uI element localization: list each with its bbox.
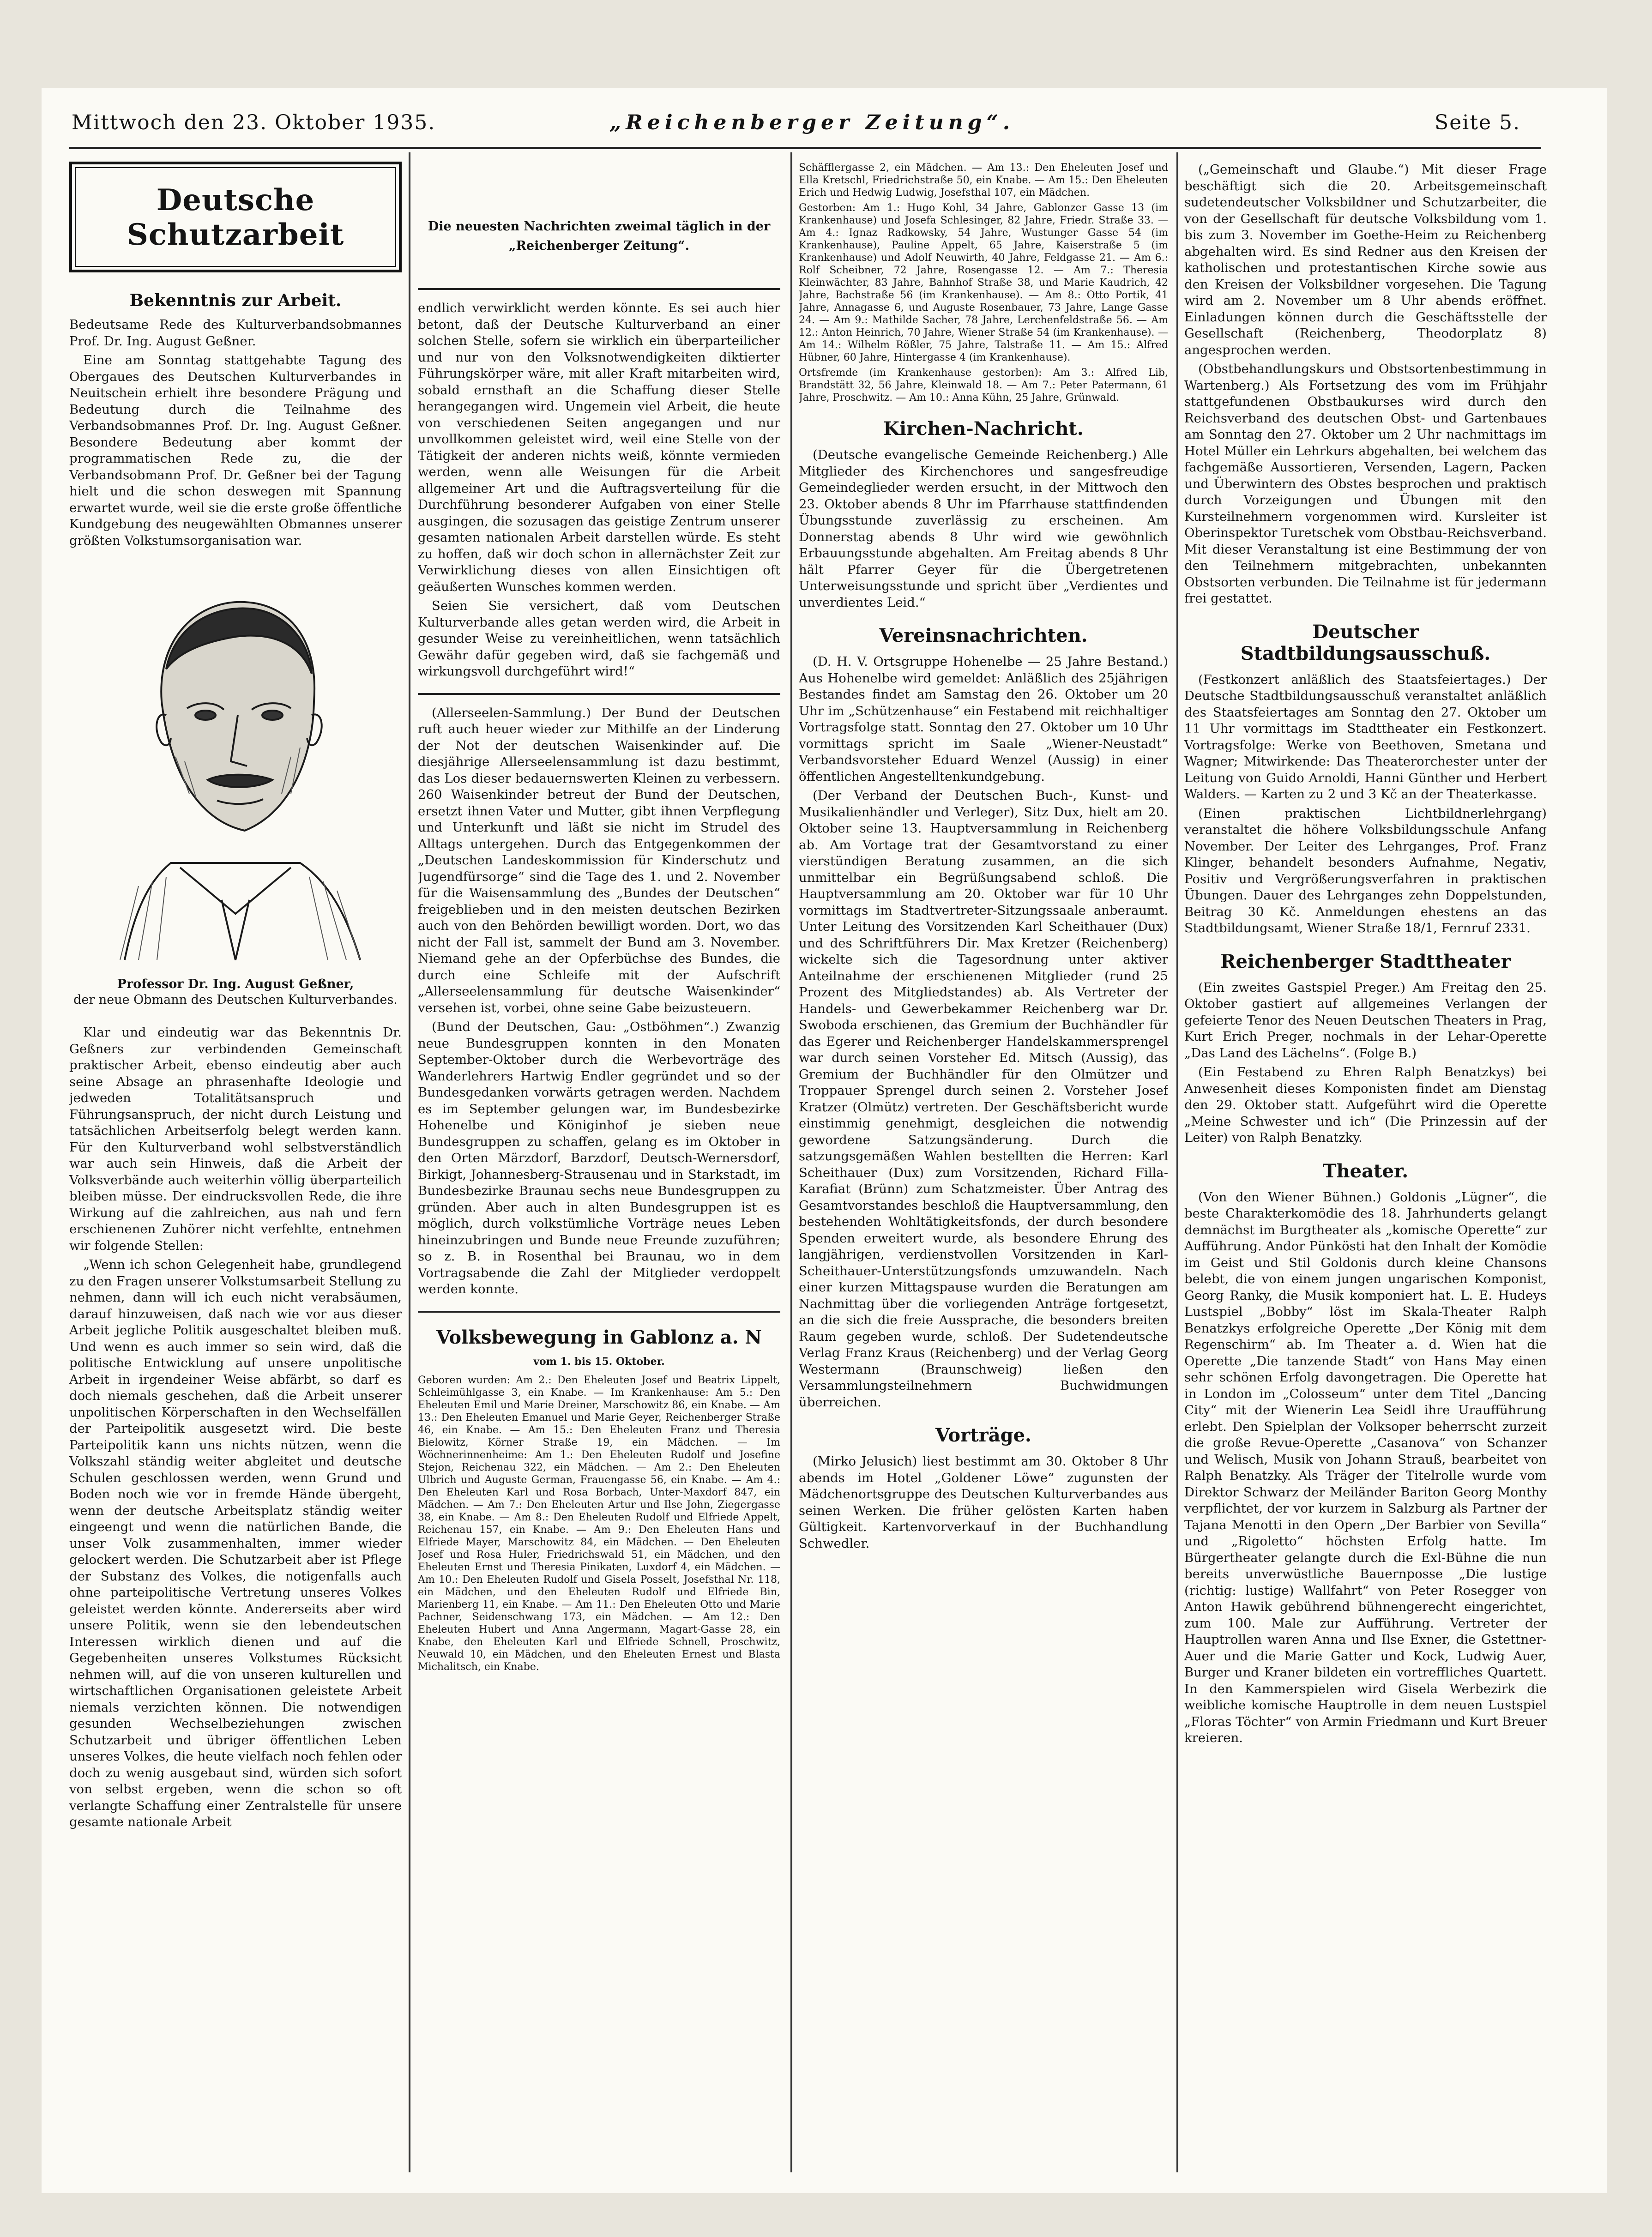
article-paragraph: (Der Verband der Deutschen Buch-, Kunst- und Musikalienhändler und Verleger), Sitz Dux, hielt am 20. Oktober seine 13. Hauptversammlung in Reichenberg ab. Am Vortage trat der Gesamtvorstand zu einer vierstündigen Beratung zusammen, an die sich unmittelbar ein Begrüßungsabend schloß. Die Hauptversammlung am 20. Oktober war für 10 Uhr vormittags im Stadtvertreter-Sitzungssaale anberaumt. Unter Leitung des Vorsitzenden Karl Scheithauer (Dux) und des Schriftführers Dir. Max Kretzer (Reichenberg) wickelte sich die Tagesordnung unter aktiver Anteilnahme der erschienenen Mitglieder (rund 25 Prozent des Mitgliedstandes) ab. Als Vertreter der Handels- und Gewerbekammer Reichenberg war Dr. Swoboda erschienen, das Gremium der Buchhändler für das Egerer und Reichenberger Handelskammersprengel war durch seinen Vorsteher Ed. Mitsch (Aussig), das Gremium der Buchhändler für den Olmützer und Troppauer Sprengel durch seinen 2. Vorsteher Josef Kratzer (Olmütz) vertreten. Der Geschäftsbericht wurde einstimmig genehmigt, desgleichen die notwendig gewordene Satzungsänderung. Durch die satzungsgemäßen Wahlen bestellten die Herren: Karl Scheithauer (Dux) zum Vorsitzenden, Richard Filla-Karafiat (Brünn) zum Schatzmeister. Über Antrag des Gesamtvorstandes beschloß die Hauptversammlung, den bestehenden Wohltätigkeitsfonds, der durch besondere Spenden erweitert wurde, als besondere Ehrung des langjährigen, verdienstvollen Vorsitzenden in Karl-Scheithauer-Unterstützungsfonds umzuwandeln. Nach einer kurzen Mittagspause wurden die Beratungen am Nachmittag über die vorliegenden Anträge fortgesetzt, an die sich die freie Aussprache, die besonders breiten Raum gegeben wurde, schloß. Der Sudetendeutsche Verlag Franz Kraus (Reichenberg) und der Verlag Georg Westermann (Braunschweig) ließen den Versammlungsteilnehmern Buchwidmungen überreichen.: [799, 788, 1168, 1410]
section-heading: Reichenberger Stadttheater: [1220, 950, 1511, 972]
section-heading: Theater.: [1322, 1160, 1409, 1182]
article-intro: Bedeutsame Rede des Kulturverbandsobmannes Prof. Dr. Ing. August Geßner.: [69, 317, 402, 349]
article-paragraph: (Mirko Jelusich) liest bestimmt am 30. Oktober 8 Uhr abends im Hotel „Goldener Löwe“ zugunsten der Mädchenortsgruppe des Deutschen Kulturverbandes aus seinen Werken. Die früher gelösten Karten haben Gültigkeit. Kartenvorverkauf in der Buchhandlung Schwedler.: [799, 1454, 1168, 1551]
column-1: [69, 162, 402, 1833]
registry-paragraph: Geboren wurden: Am 2.: Den Eheleuten Josef und Beatrix Lippelt, Schleimühlgasse 3, ein Knabe. — Im Krankenhause: Am 5.: Den Eheleuten Emil und Marie Dreiner, Marschowitz 86, ein Knabe. — Am 13.: Den Eheleuten Emanuel und Marie Geyer, Reichenberger Straße 46, ein Knabe. — Am 15.: Den Eheleuten Franz und Theresia Bielowitz, Körner Straße 19, ein Mädchen. — Im Wöchnerinnenheime: Am 1.: Den Eheleuten Rudolf und Josefine Stejon, Reichenau 322, ein Mädchen. — Am 2.: Den Eheleuten Ulbrich und Auguste German, Frauengasse 56, ein Knabe. — Am 4.: Den Eheleuten Karl und Rosa Borbach, Unter-Maxdorf 847, ein Mädchen. — Am 7.: Den Eheleuten Artur und Ilse John, Ziegergasse 38, ein Knabe. — Am 8.: Den Eheleuten Rudolf und Elfriede Appelt, Reichenau 157, ein Knabe. — Am 9.: Den Eheleuten Hans und Elfriede Mayer, Marschowitz 84, ein Mädchen. — Den Eheleuten Josef und Rosa Huler, Friedrichswald 51, ein Mädchen, und den Eheleuten Ernst und Theresia Pinikaten, Luxdorf 4, ein Mädchen. — Am 10.: Den Eheleuten Rudolf und Gisela Posselt, Josefsthal Nr. 118, ein Mädchen, und den Eheleuten Rudolf und Elfriede Bin, Marienberg 11, ein Knabe. — Am 11.: Den Eheleuten Otto und Marie Pachner, Seidenschwang 173, ein Mädchen. — Am 12.: Den Eheleuten Hubert und Anna Angermann, Magart-Gasse 28, ein Knabe, den Eheleuten Karl und Elfriede Schnell, Proschwitz, Neuwald 10, ein Mädchen, und den Eheleuten Ernest und Blasta Michalitsch, ein Knabe.: [418, 1374, 780, 1673]
registry-paragraph: Ortsfremde (im Krankenhause gestorben): Am 3.: Alfred Lib, Brandstätt 32, 56 Jahre, Kleinwald 18. — Am 7.: Peter Patermann, 61 Jahre, Proschwitz. — Am 10.: Anna Kühn, 25 Jahre, Grünwald.: [799, 367, 1168, 404]
article-paragraph: (Obstbehandlungskurs und Obstsortenbestimmung in Wartenberg.) Als Fortsetzung des vom im Frühjahr stattgefundenen Obstbaukurses wird durch den Reichsverband des deutschen Obst- und Gartenbaues am Sonntag den 27. Oktober um 2 Uhr nachmittags im Hotel Müller ein Lehrkurs abgehalten, bei welchem das fachgemäße Aussortieren, Versenden, Lagern, Packen und Überwintern des Obstes besprochen und praktisch durch Vorzeigungen und Übungen mit den Kursteilnehmern vorgenommen wird. Kursleiter ist Oberinspektor Turetschek vom Obstbau-Reichsverband. Mit dieser Veranstaltung ist eine Bestimmung der von den Teilnehmern mitgebrachten, unbekannten Obstsorten verbunden. Die Teilnahme ist für jedermann frei gestattet.: [1184, 362, 1547, 606]
column-divider: [790, 152, 792, 2172]
column-divider: [1176, 152, 1178, 2172]
article-paragraph: (D. H. V. Ortsgruppe Hohenelbe — 25 Jahre Bestand.) Aus Hohenelbe wird gemeldet: Anläßlich des 25jährigen Bestandes findet am Samstag den 26. Oktober um 20 Uhr im „Schützenhause“ ein Festabend mit reichhaltiger Vortragsfolge statt. Sonntag den 27. Oktober um 10 Uhr vormittags spricht im Saale „Wiener-Neustadt“ Verbandsvorsteher Eduard Wenzel (Aussig) in einer öffentlichen Angestelltenkundgebung.: [799, 654, 1168, 784]
article-subtitle: Bekenntnis zur Arbeit.: [129, 291, 342, 310]
article-paragraph: Eine am Sonntag stattgehabte Tagung des Obergaues des Deutschen Kulturverbandes in Neuitschein erhielt ihre besondere Prägung und Bedeutung durch die Teilnahme des Verbandsobmannes Prof. Dr. Ing. August Geßner. Besondere Bedeutung aber kommt der programmatischen Rede zu, die der Verbandsobmann Prof. Dr. Geßner bei der Tagung hielt und die schon deswegen mit Spannung erwartet wurde, weil sie die erste große öffentliche Kundgebung des neugewählten Obmannes unserer größten Volkstumsorganisation war.: [69, 353, 402, 548]
section-title-box: Deutsche Schutzarbeit: [69, 162, 402, 272]
section-heading: Vorträge.: [935, 1424, 1031, 1446]
section-heading: Vereinsnachrichten.: [879, 625, 1088, 646]
article-paragraph: endlich verwirklicht werden könnte. Es sei auch hier betont, daß der Deutsche Kulturverband an einer solchen Stelle, sofern sie wirklich ein überparteilicher und nur von den Volksnotwendigkeiten diktierter Führungskörper wäre, mit aller Kraft mitarbeiten wird, sobald ernsthaft an die Schaffung dieser Stelle herangegangen wird. Ungemein viel Arbeit, die heute von verschiedenen Seiten angegangen und nur unvollkommen geleistet wird, weil eine Stelle von der Tätigkeit der anderen nichts weiß, könnte vermieden werden, wenn alle Weisungen für die Arbeit allgemeiner Art und die Auftragsverteilung für die Durchführung besonderer Aufgaben von einer Stelle ausgingen, die sozusagen das geistige Zentrum unserer gesamten nationalen Arbeit darstellen würde. Es steht zu hoffen, daß wir doch schon in allernächster Zeit zur Verwirklichung dieses von allen Einsichtigen oft geäußerten Wunsches kommen werden.: [418, 301, 780, 594]
article-paragraph: (Deutsche evangelische Gemeinde Reichenberg.) Alle Mitglieder des Kirchenchores und sangesfreudige Gemeindeglieder werden ersucht, in der Mittwoch den 23. Oktober abends 8 Uhr im Pfarrhause stattfindenden Übungsstunde zuverlässig zu erscheinen. Am Donnerstag abends 8 Uhr wird wie gewöhnlich Erbauungsstunde abgehalten. Am Freitag abends 8 Uhr hält Pfarrer Geyer für die Übergetretenen Unterweisungsstunde und spricht über „Verdientes und unverdientes Leid.“: [799, 447, 1168, 610]
column-2: [418, 162, 780, 1676]
column-3: [799, 162, 1168, 1555]
portrait-illustration: [69, 563, 402, 969]
section-subheading: vom 1. bis 15. Oktober.: [533, 1355, 665, 1368]
section-heading: Deutscher Stadtbildungsausschuß.: [1240, 621, 1491, 664]
article-paragraph: (Allerseelen-Sammlung.) Der Bund der Deutschen ruft auch heuer wieder zur Mithilfe an der Linderung der Not der deutschen Waisenkinder auf. Die diesjährige Allerseelensammlung ist dazu bestimmt, das Los dieser bedauernswerten Kleinen zu verbessern. 260 Waisenkinder betreut der Bund der Deutschen, ersetzt ihnen Vater und Mutter, gibt ihnen Verpflegung und Unterkunft und läßt sie nicht im Strudel des Alltags untergehen. Durch das Entgegenkommen der „Deutschen Landeskommission für Kinderschutz und Jugendfürsorge“ sind die Tage des 1. und 2. November für die Waisensammlung des „Bundes der Deutschen“ freigeblieben und in den meisten deutschen Bezirken auch von den Behörden bewilligt worden. Dort, wo das nicht der Fall ist, sammelt der Bund am 3. November. Niemand gehe an der Opferbüchse des Bundes, die durch eine Schleife mit der Aufschrift „Allerseelensammlung für deutsche Waisenkinder“ versehen ist, vorbei, ohne seine Gabe beizusteuern.: [418, 705, 780, 1015]
article-paragraph: (Ein zweites Gastspiel Preger.) Am Freitag den 25. Oktober gastiert auf allgemeines Verlangen der gefeierte Tenor des Neuen Deutschen Theaters in Prag, Kurt Erich Preger, nochmals in der Lehar-Operette „Das Land des Lächelns“. (Folge B.): [1184, 980, 1547, 1061]
section-heading: Volksbewegung in Gablonz a. N: [436, 1326, 762, 1348]
article-paragraph: (Einen praktischen Lichtbildnerlehrgang) veranstaltet die höhere Volksbildungsschule Anfang November. Der Leiter des Lehrganges, Prof. Franz Klinger, behandelt besonders Aufnahme, Negativ, Positiv und Vergrößerungsverfahren in praktischen Übungen. Dauer des Lehrganges zehn Doppelstunden, Beitrag 30 Kč. Anmeldungen ehestens an das Stadtbildungsamt, Wiener Straße 18/1, Fernruf 2331.: [1184, 806, 1547, 935]
caption-text: der neue Obmann des Deutschen Kulturverbandes.: [73, 993, 398, 1007]
section-rule: [418, 288, 780, 290]
subscription-notice: Die neuesten Nachrichten zweimal täglich in der „Reichenberger Zeitung“.: [428, 219, 771, 253]
article-paragraph: Seien Sie versichert, daß vom Deutschen Kulturverbande alles getan werden wird, die Arbeit in gesunder Weise zu vereinheitlichen, wenn tatsächlich Gewähr dafür gegeben wird, daß sie fachgemäß und wirkungsvoll durchgeführt wird!“: [418, 598, 780, 679]
column-4: [1184, 162, 1547, 1749]
article-paragraph: („Gemeinschaft und Glaube.“) Mit dieser Frage beschäftigt sich die 20. Arbeitsgemeinschaft sudetendeutscher Volksbildner und Schutzarbeiter, die von der Gesellschaft für deutsche Volksbildung vom 1. bis zum 3. November im Goethe-Heim zu Reichenberg abgehalten wird. Es sind Redner aus den Kreisen der katholischen und protestantischen Kirche sowie aus den Kreisen der Volksbildner vorgesehen. Die Tagung wird am 2. November um 8 Uhr abends eröffnet. Einladungen können durch die Geschäftsstelle der Gesellschaft (Reichenberg, Theodorplatz 8) angesprochen werden.: [1184, 162, 1547, 357]
issue-date: Mittwoch den 23. Oktober 1935.: [72, 111, 436, 134]
article-paragraph: (Festkonzert anläßlich des Staatsfeiertages.) Der Deutsche Stadtbildungsausschuß veranstaltet anläßlich des Staatsfeiertages am Sonntag den 27. Oktober um 11 Uhr vormittags im Stadttheater ein Festkonzert. Vortragsfolge: Werke von Beethoven, Smetana und Wagner; Mitwirkende: Das Theaterorchester unter der Leitung von Guido Arnoldi, Hanni Günther und Herbert Walders. — Karten zu 2 und 3 Kč an der Theaterkasse.: [1184, 672, 1547, 802]
article-paragraph: „Wenn ich schon Gelegenheit habe, grundlegend zu den Fragen unserer Volkstumsarbeit Stellung zu nehmen, dann will ich euch nicht verabsäumen, darauf hinzuweisen, daß nach wie vor aus dieser Arbeit jegliche Politik ausgeschaltet bleiben muß. Und wenn es auch immer so sein wird, daß die politische Entwicklung auf unsere unpolitische Arbeit in irgendeiner Weise abfärbt, so darf es doch niemals geschehen, daß die Arbeit unserer unpolitischen Körperschaften in den Wechselfällen der Parteipolitik ausgesetzt wird. Die beste Parteipolitik kann uns nichts nützen, wenn die Volkszahl ständig weiter abgleitet und deutsche Schulen geschlossen werden, wenn Grund und Boden noch wie vor in fremde Hände übergeht, wenn der deutsche Arbeitsplatz ständig weiter eingeengt und wenn die natürlichen Bande, die unser Volk zusammenhalten, immer wieder gelockert werden. Die Schutzarbeit aber ist Pflege der Substanz des Volkes, die notigenfalls auch ohne parteipolitische Vertretung unseres Volkes geleistet werden könnte. Andererseits aber wird unsere Politik, wenn sie den lebendeutschen Interessen wirklich dienen und auf die Gegebenheiten unseres Volkstumes Rücksicht nehmen will, auf die von unseren kulturellen und wirtschaftlichen Organisationen geleistete Arbeit niemals verzichten können. Die notwendigen gesunden Wechselbeziehungen zwischen Schutzarbeit und übriger öffentlichen Leben unseres Volkes, die heute vielfach noch fehlen oder doch zu wenig ausgebaut sind, würden sich sofort von selbst ergeben, wenn die schon so oft verlangte Schaffung einer Zentralstelle für unsere gesamte nationale Arbeit: [69, 1257, 402, 1829]
section-heading: Kirchen-Nachricht.: [883, 418, 1084, 440]
section-rule: [418, 693, 780, 695]
article-paragraph: Klar und eindeutig war das Bekenntnis Dr. Geßners zur verbindenden Gemeinschaft praktischer Arbeit, ebenso eindeutig aber auch seine Absage an phrasenhafte Ideologie und jedweden Totalitätsanspruch und Führungsanspruch, der nicht durch Leistung und tatsächlichen Arbeitserfolg belegt werden kann. Für den Kulturverband wohl selbstverständlich war auch sein Hinweis, daß die Arbeit der Volksverbände auch weiterhin völlig überparteilich bleiben müsse. Der eindrucksvollen Rede, die ihre Wirkung auf die zahlreichen, aus nah und fern erschienenen Zuhörer nicht verfehlte, entnehmen wir folgende Stellen:: [69, 1025, 402, 1253]
registry-paragraph: Schäfflergasse 2, ein Mädchen. — Am 13.: Den Eheleuten Josef und Ella Kretschl, Friedrichstraße 50, ein Knabe. — Am 15.: Den Eheleuten Erich und Hedwig Ludwig, Josefsthal 107, ein Mädchen.: [799, 162, 1168, 199]
article-paragraph: (Bund der Deutschen, Gau: „Ostböhmen“.) Zwanzig neue Bundesgruppen konnten in den Monaten September-Oktober durch die Werbevorträge des Wanderlehrers Hartwig Endler gegründet und so der Bundesgedanken vorwärts getragen werden. Nachdem es im September gelungen war, im Bundesbezirke Hohenelbe und Königinhof je sieben neue Bundesgruppen zu schaffen, gelang es im Oktober in den Orten Märzdorf, Barzdorf, Deutsch-Wernersdorf, Birkigt, Johannesberg-Strausenau und in Starkstadt, im Bundesbezirke Braunau sechs neue Bundesgruppen zu gründen. Aber auch in alten Bundesgruppen ist es möglich, durch volkstümliche Vorträge neues Leben hineinzubringen und Bunde neue Freunde zuzuführen; so z. B. in Rosenthal bei Braunau, wo in dem Vortragsabende die Zahl der Mitglieder verdoppelt werden konnte.: [418, 1019, 780, 1296]
section-rule: [418, 1311, 780, 1313]
registry-paragraph: Gestorben: Am 1.: Hugo Kohl, 34 Jahre, Gablonzer Gasse 13 (im Krankenhause) und Josefa Schlesinger, 82 Jahre, Friedr. Straße 33. — Am 4.: Ignaz Radkowsky, 54 Jahre, Wustunger Gasse 54 (im Krankenhause), Pauline Appelt, 65 Jahre, Kaiserstraße 5 (im Krankenhause) und Adolf Neuwirth, 40 Jahre, Feldgasse 21. — Am 6.: Rolf Scheibner, 72 Jahre, Rosengasse 12. — Am 7.: Theresia Kleinwächter, 83 Jahre, Bahnhof Straße 38, und Marie Kaudrich, 42 Jahre, Bachstraße 56 (im Krankenhause). — Am 8.: Otto Portik, 41 Jahre, Annagasse 6, und Auguste Rosenbauer, 73 Jahre, Lange Gasse 24. — Am 9.: Mathilde Sacher, 78 Jahre, Lerchenfeldstraße 56. — Am 12.: Anton Heinrich, 70 Jahre, Wiener Straße 54 (im Krankenhause). — Am 14.: Wilhelm Rößler, 75 Jahre, Talstraße 11. — Am 15.: Alfred Hübner, 60 Jahre, Hintergasse 4 (im Krankenhause).: [799, 202, 1168, 363]
portrait-caption: [69, 977, 402, 1008]
page-number: Seite 5.: [1435, 111, 1520, 134]
column-divider: [409, 152, 410, 2172]
article-paragraph: (Ein Festabend zu Ehren Ralph Benatzkys) bei Anwesenheit dieses Komponisten findet am Dienstag den 29. Oktober statt. Aufgeführt wird die Operette „Meine Schwester und ich“ (Die Prinzessin auf der Leiter) von Ralph Benatzky.: [1184, 1065, 1547, 1145]
caption-name: Professor Dr. Ing. August Geßner,: [117, 977, 354, 991]
newspaper-title: „Reichenberger Zeitung“.: [609, 111, 1015, 134]
header-rule: [69, 147, 1541, 149]
article-paragraph: (Von den Wiener Bühnen.) Goldonis „Lügner“, die beste Charakterkomödie des 18. Jahrhunderts gelangt demnächst im Burgtheater als „komische Operette“ zur Aufführung. Andor Pünkösti hat den Inhalt der Komödie im Geist und Stil Goldonis durch kleine Chansons belebt, die von einem jungen ungarischen Komponist, Georg Ranky, die Musik komponiert hat. L. E. Hudeys Lustspiel „Bobby“ löst im Skala-Theater Ralph Benatzkys erfolgreiche Operette „Der König mit dem Regenschirm“ ab. Im Theater a. d. Wien hat die Operette „Die tanzende Stadt“ von Hans May einen sehr schönen Erfolg davongetragen. Die Operette hat in London im „Colosseum“ unter dem Titel „Dancing City“ mit der Wienerin Lea Seidl ihre Uraufführung erlebt. Den Spielplan der Volksoper beherrscht zurzeit die große Revue-Operette „Casanova“ von Schanzer und Welisch, Musik von Johann Strauß, bearbeitet von Ralph Benatzky. Als Träger der Titelrolle wurde vom Direktor Schwarz der Meiländer Bariton Georg Monthy verpflichtet, der vor kurzem in Salzburg als Partner der Tajana Menotti in den Opern „Der Barbier von Sevilla“ und „Rigoletto“ höchsten Erfolg hatte. Im Bürgertheater gelangte durch die Exl-Bühne die nun bereits unverwüstliche Bauernposse „Die lustige (richtig: lustige) Wallfahrt“ von Peter Rosegger von Anton Hawik gebührend bühnengerecht eingerichtet, zum 100. Male zur Aufführung. Vertreter der Hauptrollen waren Anna und Ilse Exner, die Gstettner-Auer und die Marie Gatter und Kock, Ludwig Auer, Burger und Kraner bildeten ein vortreffliches Quartett. In den Kammerspielen wird Gisela Werbezirk die weibliche komische Hauptrolle in dem neuen Lustspiel „Floras Töchter“ von Armin Friedmann und Kurt Breuer kreieren.: [1184, 1189, 1547, 1745]
